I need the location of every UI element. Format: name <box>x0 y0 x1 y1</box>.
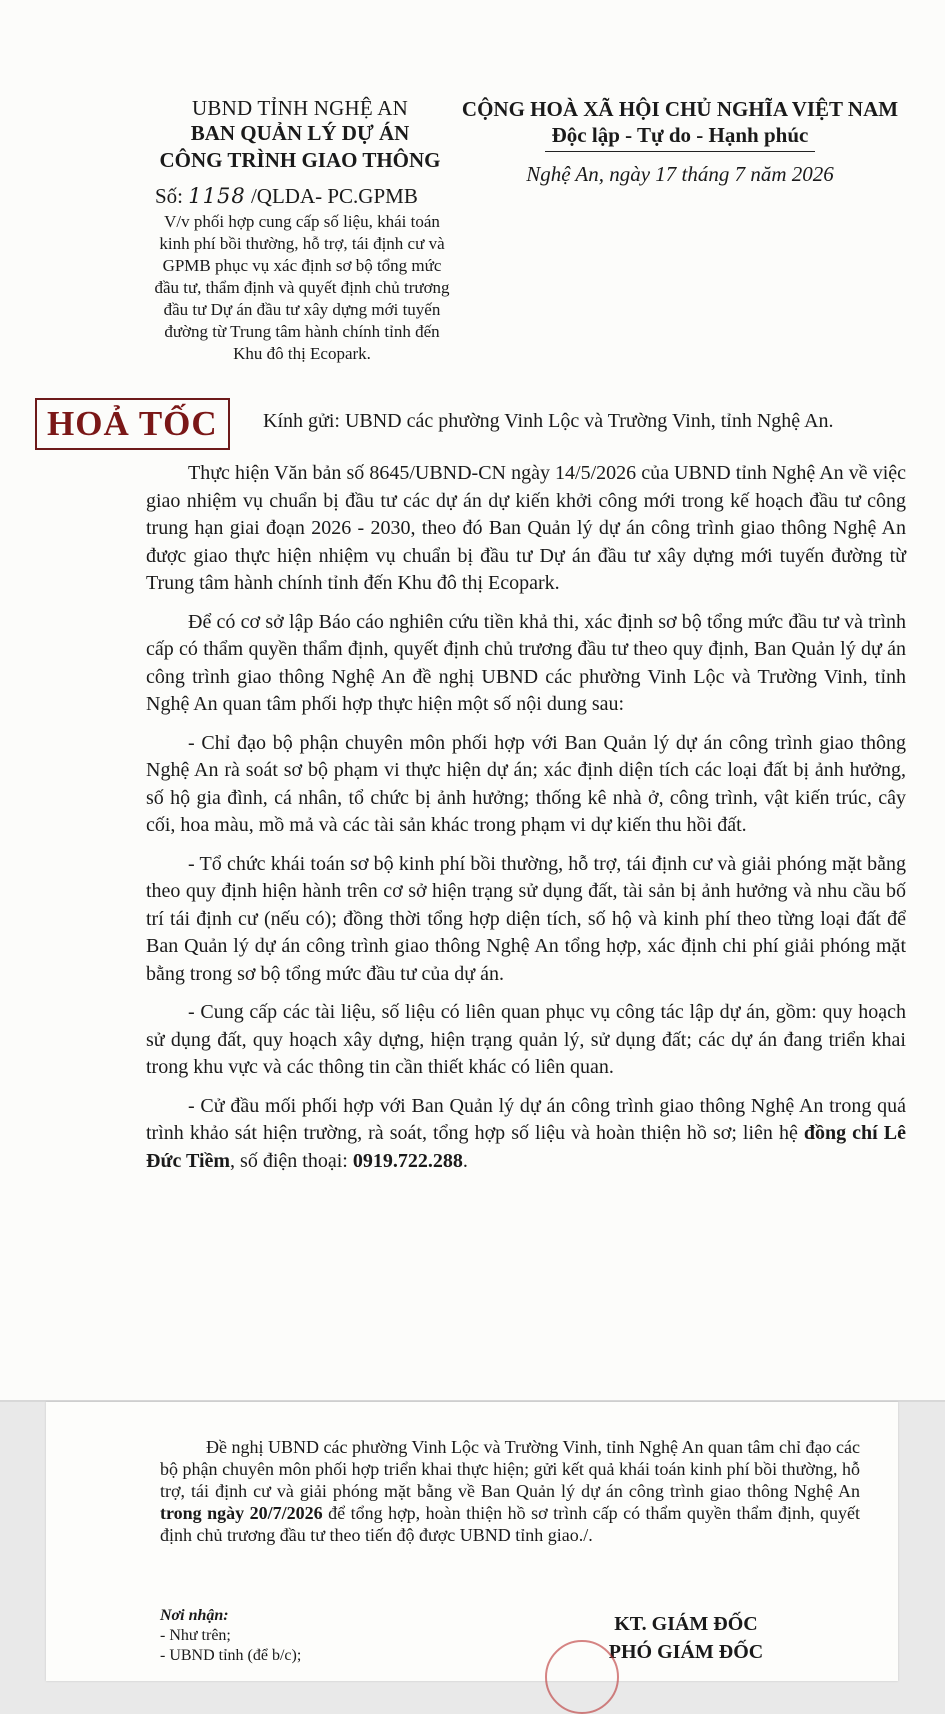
paragraph-5: - Cung cấp các tài liệu, số liệu có liên quan phục vụ công tác lập dự án, gồm: quy hoạch sử dụng đất, quy hoạch xây dựng, hiện trạng quản lý, sử dụng đất; các dự án đang triển khai trong khu vực và các thông tin cần thiết khác có liên quan. <box>146 1001 906 1078</box>
document-number-handwritten: 1158 <box>188 184 246 208</box>
paragraph-6 <box>146 1093 906 1176</box>
closing-text: Đề nghị UBND các phường Vinh Lộc và Trường Vinh, tỉnh Nghệ An quan tâm chỉ đạo các bộ phận chuyên môn phối hợp triển khai thực hiện; gửi kết quả khái toán kinh phí bồi thường, hỗ trợ, tái định cư và giải phóng mặt bằng về Ban Quản lý dự án công trình giao thông Nghệ An <box>160 1437 860 1501</box>
paragraph-6-text: - Cử đầu mối phối hợp với Ban Quản lý dự án công trình giao thông Nghệ An trong quá trình khảo sát hiện trường, rà soát, tổng hợp số liệu và hoàn thiện hồ sơ; liên hệ <box>146 1094 906 1144</box>
paragraph-3: - Chỉ đạo bộ phận chuyên môn phối hợp với Ban Quản lý dự án công trình giao thông Nghệ An rà soát sơ bộ phạm vi thực hiện dự án; xác định diện tích các loại đất bị ảnh hưởng, số hộ gia đình, cá nhân, tổ chức bị ảnh hưởng; thống kê nhà ở, công trình, vật kiến trúc, cây cối, hoa màu, mồ mả và các tài sản khác trong phạm vi dự kiến thu hồi đất. <box>146 731 906 836</box>
paragraph-4: - Tổ chức khái toán sơ bộ kinh phí bồi thường, hỗ trợ, tái định cư và giải phóng mặt bằng theo quy định hiện hành trên cơ sở hiện trạng sử dụng đất, tài sản bị ảnh hưởng và nhu cầu bố trí tái định cư (nếu có); đồng thời tổng hợp diện tích, số hộ và kinh phí theo từng loại đất để Ban Quản lý dự án công trình giao thông Nghệ An tổng hợp, xác định chi phí giải phóng mặt bằng trong sơ bộ tổng mức đầu tư của dự án. <box>146 852 906 985</box>
national-motto: Độc lập - Tự do - Hạnh phúc <box>551 123 809 147</box>
paragraph-6-end: . <box>462 1149 468 1172</box>
red-seal-icon <box>545 1640 619 1714</box>
receiver-item: - Như trên; <box>160 1627 231 1644</box>
issue-date-suffix: tháng 7 năm 2026 <box>681 162 834 186</box>
contact-person: đồng chí Lê Đức Tiềm <box>146 1122 906 1172</box>
agency-name-line2: CÔNG TRÌNH GIAO THÔNG <box>159 148 441 172</box>
document-number <box>155 184 418 209</box>
urgent-stamp: HOẢ TỐC <box>35 398 230 450</box>
national-header-block <box>460 96 900 187</box>
motto-underline <box>545 151 815 152</box>
deadline: trong ngày 20/7/2026 <box>160 1503 323 1523</box>
agency-name-line1: BAN QUẢN LÝ DỰ ÁN <box>190 121 410 145</box>
receiver-item: - UBND tỉnh (để b/c); <box>160 1647 302 1664</box>
receivers-title: Nơi nhận: <box>160 1607 229 1624</box>
document-subject: V/v phối hợp cung cấp số liệu, khái toán kinh phí bồi thường, hỗ trợ, tái định cư và GPMB phục vụ xác định sơ bộ tổng mức đầu tư, thẩm định và quyết định chủ trương đầu tư Dự án đầu tư xây dựng mới tuyến đường từ Trung tâm hành chính tỉnh đến Khu đô thị Ecopark. <box>154 212 450 363</box>
signature-line-1: KT. GIÁM ĐỐC <box>614 1613 758 1635</box>
document-number-prefix: Số: <box>155 184 184 208</box>
document-number-suffix: /QLDA- PC.GPMB <box>250 184 418 208</box>
contact-phone: 0919.722.288 <box>352 1149 463 1172</box>
recipient-line: Kính gửi: UBND các phường Vinh Lộc và Trường Vinh, tỉnh Nghệ An. <box>263 410 834 432</box>
paragraph-2: Để có cơ sở lập Báo cáo nghiên cứu tiền khả thi, xác định sơ bộ tổng mức đầu tư và trình cấp có thẩm quyền thẩm định, quyết định chủ trương đầu tư theo quy định, Ban Quản lý dự án công trình giao thông Nghệ An đề nghị UBND các phường Vinh Lộc và Trường Vinh, tỉnh Nghệ An quan tâm phối hợp thực hiện một số nội dung sau: <box>146 610 906 715</box>
paragraph-1: Thực hiện Văn bản số 8645/UBND-CN ngày 14/5/2026 của UBND tỉnh Nghệ An về việc giao nhiệm vụ chuẩn bị đầu tư các dự án dự kiến khởi công mới trong kế hoạch đầu tư công trung hạn giai đoạn 2026 - 2030, theo đó Ban Quản lý dự án công trình giao thông Nghệ An được giao thực hiện nhiệm vụ chuẩn bị đầu tư Dự án đầu tư xây dựng mới tuyến đường từ Trung tâm hành chính tỉnh đến Khu đô thị Ecopark. <box>146 462 906 594</box>
issue-date-day: 17 <box>655 162 677 186</box>
letter-body <box>146 460 906 1186</box>
issue-date <box>460 162 900 187</box>
signature-line-2: PHÓ GIÁM ĐỐC <box>608 1641 764 1663</box>
receivers-block <box>160 1606 301 1666</box>
parent-agency: UBND TỈNH NGHỆ AN <box>192 96 408 120</box>
paragraph-6-text-2: , số điện thoại: <box>230 1149 353 1172</box>
national-title: CỘNG HOÀ XÃ HỘI CHỦ NGHĨA VIỆT NAM <box>461 97 899 121</box>
document-page-2 <box>46 1402 898 1681</box>
signature-block <box>571 1610 801 1666</box>
closing-paragraph <box>160 1436 860 1546</box>
issuing-agency-block <box>150 96 450 174</box>
issue-date-prefix: Nghệ An, ngày <box>526 162 651 186</box>
closing-body <box>160 1436 860 1546</box>
closing-text-2: để tổng hợp, hoàn thiện hồ sơ trình cấp có thẩm quyền thẩm định, quyết định chủ trương đầu tư theo tiến độ được UBND tỉnh giao./. <box>160 1503 860 1545</box>
